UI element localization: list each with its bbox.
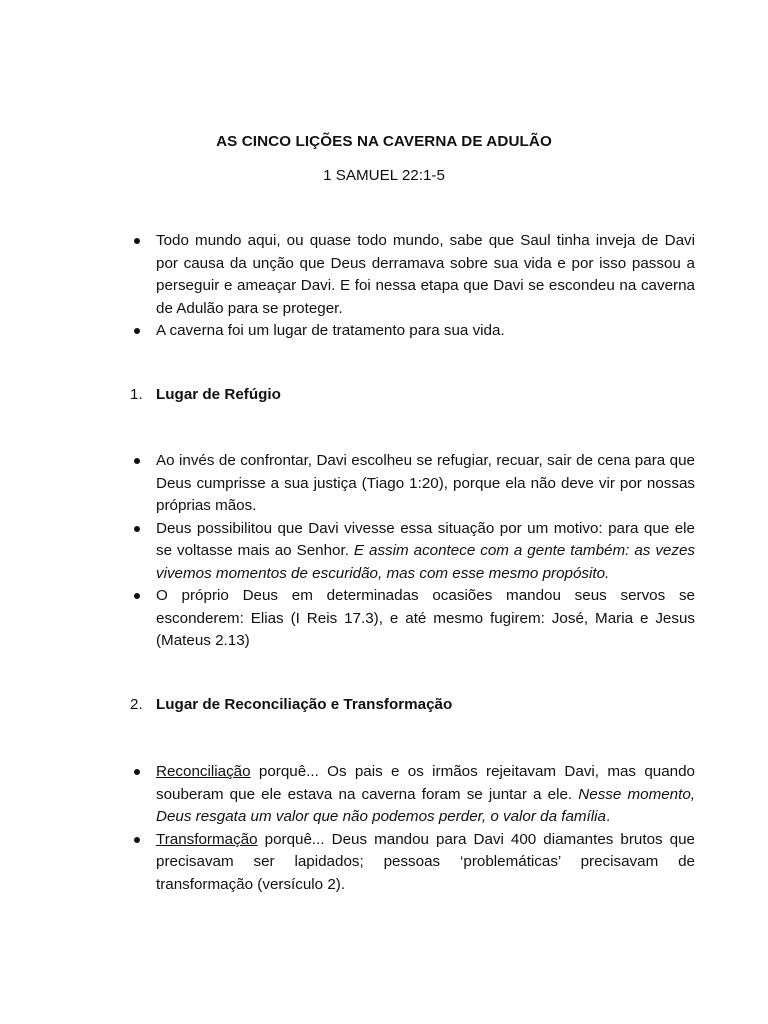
list-item <box>130 230 695 320</box>
intro-bullet-text: A caverna foi um lugar de tratamento para sua vida. <box>156 322 505 339</box>
document-title: AS CINCO LIÇÕES NA CAVERNA DE ADULÃO <box>216 133 552 150</box>
section-number: 1. <box>130 386 143 403</box>
section-1-list <box>130 450 695 653</box>
list-item <box>130 829 695 897</box>
section-number: 2. <box>130 696 143 713</box>
section-1-heading <box>130 384 695 407</box>
list-item <box>130 320 695 343</box>
section-title: Lugar de Reconciliação e Transformação <box>156 696 453 713</box>
bullet-text: Ao invés de confrontar, Davi escolheu se refugiar, recuar, sair de cena para que Deus cumprisse a sua justiça (Tiago 1:20), porque ela não deve vir por nossas próprias mãos. <box>156 452 695 514</box>
bullet-emphasis: E assim acontece com a gente também: as vezes vivemos momentos de escuridão, mas com esse mesmo propósito. <box>156 542 695 582</box>
section-title: Lugar de Refúgio <box>156 386 281 403</box>
bullet-emphasis: Nesse momento, Deus resgata um valor que não podemos perder, o valor da família <box>156 785 696 825</box>
bullet-text: porquê... Os pais e os irmãos rejeitavam Davi, mas quando souberam que ele estava na caverna foram se juntar a ele. <box>156 763 695 803</box>
bullet-text: Deus possibilitou que Davi vivesse essa situação por um motivo: para que ele se voltasse mais ao Senhor. <box>156 519 695 559</box>
bullet-text: porquê... Deus mandou para Davi 400 diamantes brutos que precisavam ser lapidados; pessoas ‘problemáticas’ precisavam de transformação (versículo 2). <box>156 830 695 893</box>
section-2-heading <box>130 694 695 717</box>
bullet-text: O próprio Deus em determinadas ocasiões mandou seus servos se esconderem: Elias (I Reis 17.3), e até mesmo fugirem: José, Maria e Jesus (Mateus 2.13) <box>156 587 695 649</box>
list-item <box>130 518 695 586</box>
intro-bullet-text: Todo mundo aqui, ou quase todo mundo, sabe que Saul tinha inveja de Davi por causa da unção que Deus derramava sobre sua vida e por isso passou a perseguir e ameaçar Davi. E foi nessa etapa que Davi se escondeu na caverna de Adulão para se proteger. <box>156 232 695 317</box>
section-2-list <box>130 761 695 896</box>
list-item <box>130 450 695 518</box>
bullet-term: Transformação <box>156 830 258 848</box>
scripture-reference: 1 SAMUEL 22:1-5 <box>323 167 445 184</box>
list-item <box>130 585 695 653</box>
bullet-text-end: . <box>605 808 611 825</box>
bullet-term: Reconciliação <box>156 763 251 780</box>
list-item <box>130 761 695 829</box>
intro-list <box>130 230 695 343</box>
